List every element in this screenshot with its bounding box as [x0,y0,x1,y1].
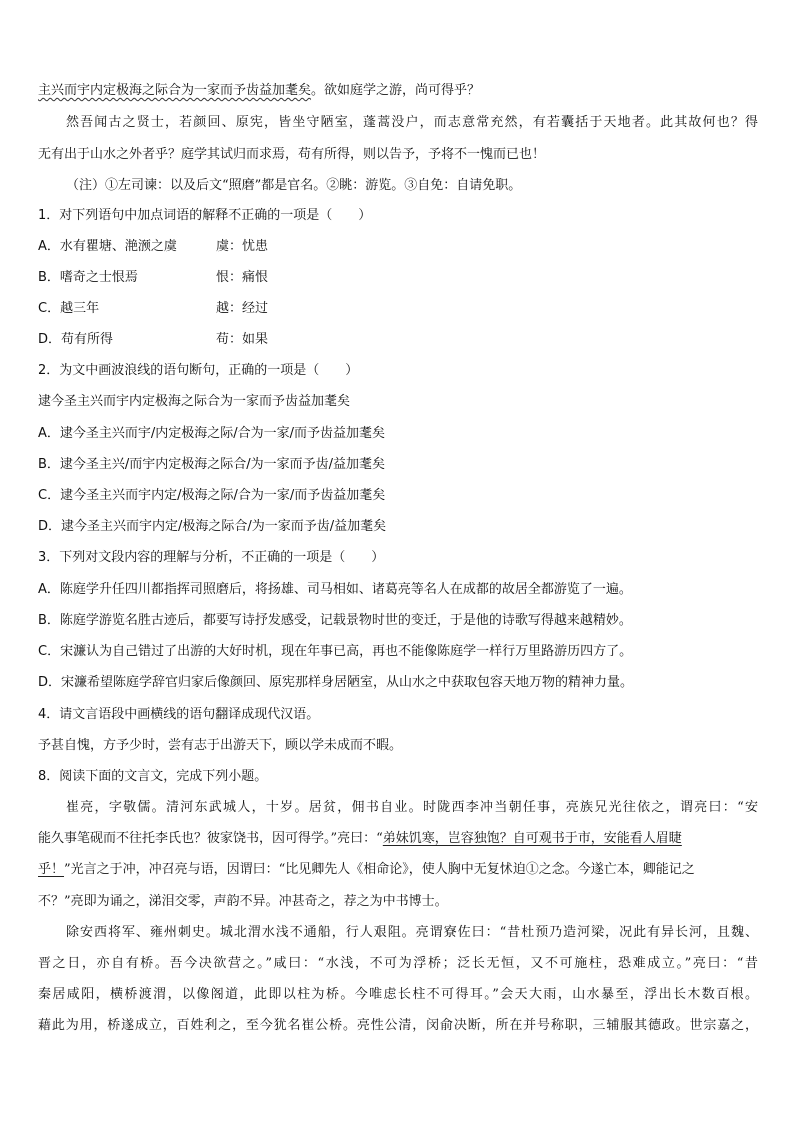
q1-option-d [38,331,758,349]
q3-option-b: B．陈庭学游览名胜古迹后，都要写诗抒发感受，记载景物时世的变迁，于是他的诗歌写得越来越精妙。 [38,613,632,628]
q8-passage-p1-line-3 [38,861,758,879]
q8-p1-line-2-text: 能久事笔砚而不往托李氏也？彼家饶书，因可得学。”亮曰：“ [38,831,383,846]
q1-option-a-gloss: 虞：忧患 [216,239,269,254]
q8-passage-p1-line-2 [38,830,758,848]
passage-line-3: 无有出于山水之外者乎？庭学其试归而求焉，苟有所得，则以告予，予将不一愧而已也！ [38,147,546,162]
q2-option-c: C．逮今圣主兴而宇内定/极海之际/合为一家/而予齿益加耄矣 [38,488,386,503]
q1-option-c [38,300,758,318]
q1-option-a-term: A．水有瞿塘、滟滪之虞 [38,239,177,254]
passage-line-1-tail: 。欲如庭学之游，尚可得乎？ [311,83,481,98]
q8-passage-p2-line-4: 藉此为用，桥遂成立，百姓利之，至今犹名崔公桥。亮性公清，闵俞决断，所在并号称职，三辅服其德政。世宗嘉之， [38,1018,758,1033]
q3-option-c: C．宋濂认为自己错过了出游的大好时机，现在年事已高，再也不能像陈庭学一样行万里路游历四方了。 [38,644,633,659]
q3-option-a: A．陈庭学升任四川都指挥司照磨后，将扬雄、司马相如、诸葛亮等名人在成都的故居全都游览了一遍。 [38,582,632,597]
q8-passage-p2-line-3: 秦居咸阳，横桥渡渭，以像阁道，此即以柱为桥。今唯虑长柱不可得耳。”会天大雨，山水暴至，浮出长木数百根。 [38,987,758,1002]
q8-passage-p2-line-1: 除安西将军、雍州刺史。城北渭水浅不通船，行人艰阻。亮谓寮佐曰：“昔杜预乃造河梁，况此有异长河，且魏、 [66,925,758,940]
q1-stem: 1．对下列语句中加点词语的解释不正确的一项是（ ） [38,208,372,223]
q1-option-b [38,269,758,287]
q8-stem: 8．阅读下面的文言文，完成下列小题。 [38,769,268,784]
q3-stem: 3．下列对文段内容的理解与分析，不正确的一项是（ ） [38,550,385,565]
q1-option-a [38,238,758,256]
q2-option-d: D．逮今圣主兴而宇内定/极海之际合/为一家而予齿/益加耄矣 [38,519,387,534]
q2-option-a: A．逮今圣主兴而宇/内定极海之际/合为一家/而予齿益加耄矣 [38,426,386,441]
q1-option-c-gloss: 越：经过 [216,301,269,316]
q8-p1-line-3-text: ”光言之于冲，冲召亮与语，因谓曰：“比见卿先人《相命论》，使人胸中无复怵迫①之念。今遂亡本，卿能记之 [64,862,695,877]
q4-sentence: 予甚自愧，方予少时，尝有志于出游天下，顾以学未成而不暇。 [38,738,403,753]
wavy-underlined-sentence: 主兴而宇内定极海之际合为一家而予齿益加耄矣 [38,83,312,98]
q8-passage-p1-line-1: 崔亮，字敬儒。清河东武城人，十岁。居贫，佣书自业。时陇西李冲当朝任事，亮族兄光往依之，谓亮曰：“安 [66,800,758,815]
underlined-sentence-part-2: 乎！ [38,862,65,877]
q2-stem: 2．为文中画波浪线的语句断句，正确的一项是（ ） [38,363,359,378]
underlined-sentence-part-1: 弟妹饥寒，岂容独饱？自可观书于市，安能看人眉睫 [382,831,682,846]
q8-passage-p1-line-4: 不？”亮即为诵之，涕泪交零，声韵不异。冲甚奇之，荐之为中书博士。 [38,894,448,909]
q3-option-d: D．宋濂希望陈庭学辞官归家后像颜回、原宪那样身居陋室，从山水之中获取包容天地万物的精神力量。 [38,675,634,690]
passage-line-2: 然吾闻古之贤士，若颜回、原宪，皆坐守陋室，蓬蒿没户，而志意常充然，有若囊括于天地者。此其故何也？得 [66,115,758,130]
q2-sentence: 逮今圣主兴而宇内定极海之际合为一家而予齿益加耄矣 [38,394,351,409]
q2-option-b: B．逮今圣主兴/而宇内定极海之际合/为一家而予齿/益加耄矣 [38,457,386,472]
q1-option-c-term: C．越三年 [38,301,100,316]
passage-line-1 [38,82,758,100]
q4-stem: 4．请文言语段中画横线的语句翻译成现代汉语。 [38,707,320,722]
q1-option-d-gloss: 苟：如果 [216,332,269,347]
q1-option-d-term: D．苟有所得 [38,332,114,347]
q1-option-b-gloss: 恨：痛恨 [216,270,269,285]
q8-passage-p2-line-2: 晋之日，亦自有桥。吾今决欲营之。”咸曰：“水浅，不可为浮桥；泛长无恒，又不可施柱，恐难成立。”亮曰：“昔 [38,956,758,971]
q1-option-b-term: B．嗜奇之士恨焉 [38,270,138,285]
passage-note: （注）①左司谏：以及后文“照磨”都是官名。②眺：游览。③自免：自请免职。 [66,178,522,193]
